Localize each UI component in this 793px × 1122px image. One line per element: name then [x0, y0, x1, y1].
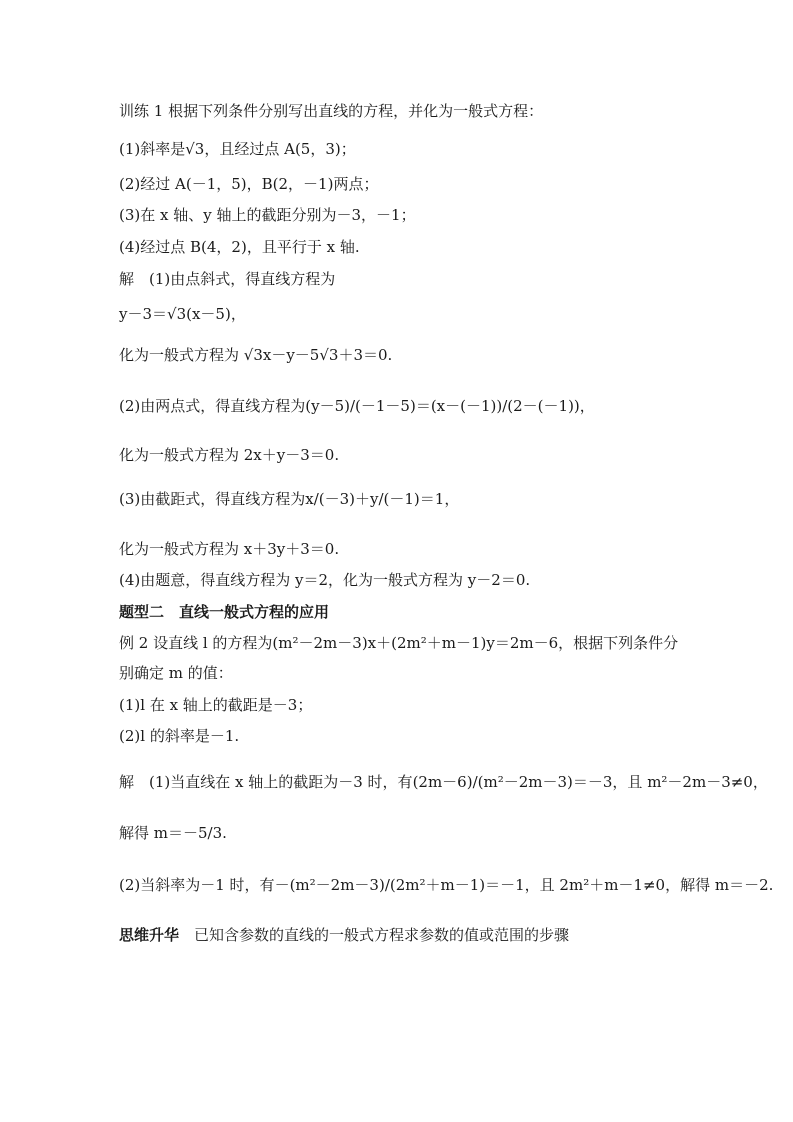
solution1-intro: 解 (1)由点斜式，得直线方程为: [119, 270, 336, 288]
section-title: 题型二 直线一般式方程的应用: [119, 603, 330, 621]
solution1-part-2-equation: (y－5)/(－1－5)＝(x－(－1))/(2－(－1))，: [305, 397, 595, 415]
solution2-part-2-text: (2)当斜率为－1 时，有: [119, 876, 275, 894]
summary-label: 思维升华: [119, 926, 180, 944]
summary: [119, 926, 569, 944]
exercise-question-3: (3)在 x 轴、y 轴上的截距分别为－3，－1；: [119, 206, 416, 224]
exercise-question-4: (4)经过点 B(4，2)，且平行于 x 轴.: [119, 238, 360, 256]
exercise-question-1: (1)斜率是√3，且经过点 A(5，3)；: [119, 140, 356, 158]
solution1-part-2: [119, 397, 595, 415]
solution2-part-1-equation: (2m－6)/(m²－2m－3)＝－3，且 m²－2m－3≠0，: [412, 773, 768, 791]
solution1-part-3-equation: x/(－3)＋y/(－1)＝1，: [305, 490, 460, 508]
solution2-part-1: [119, 773, 768, 791]
example2-question-2: (2)l 的斜率是－1.: [119, 727, 240, 745]
solution1-general-2: 化为一般式方程为 2x＋y－3＝0.: [119, 446, 340, 464]
example2-line-2: 别确定 m 的值：: [119, 664, 233, 682]
example2-line-1: 例 2 设直线 l 的方程为(m²－2m－3)x＋(2m²＋m－1)y＝2m－6，根据下列条件分: [119, 634, 679, 652]
solution1-general-1: 化为一般式方程为 √3x－y－5√3＋3＝0.: [119, 346, 393, 364]
solution1-general-3: 化为一般式方程为 x＋3y＋3＝0.: [119, 540, 340, 558]
solution1-part-3: [119, 490, 459, 508]
exercise-question-2: (2)经过 A(－1，5)，B(2，－1)两点；: [119, 175, 379, 193]
solution1-part-3-text: (3)由截距式，得直线方程为: [119, 490, 306, 508]
exercise-title: 训练 1 根据下列条件分别写出直线的方程，并化为一般式方程：: [119, 102, 544, 120]
solution2-result-1: 解得 m＝－5/3.: [119, 824, 227, 842]
summary-text: 已知含参数的直线的一般式方程求参数的值或范围的步骤: [194, 926, 570, 944]
example2-question-1: (1)l 在 x 轴上的截距是－3；: [119, 696, 313, 714]
solution1-part-2-text: (2)由两点式，得直线方程为: [119, 397, 306, 415]
solution2-part-2-equation: －(m²－2m－3)/(2m²＋m－1)＝－1，且 2m²＋m－1≠0，解得 m＝－2.: [274, 876, 774, 894]
solution2-part-1-text: 解 (1)当直线在 x 轴上的截距为－3 时，有: [119, 773, 413, 791]
solution1-part-4: (4)由题意，得直线方程为 y＝2，化为一般式方程为 y－2＝0.: [119, 571, 531, 589]
solution2-part-2: [119, 876, 773, 894]
solution1-equation-1: y－3＝√3(x－5)，: [119, 305, 246, 323]
